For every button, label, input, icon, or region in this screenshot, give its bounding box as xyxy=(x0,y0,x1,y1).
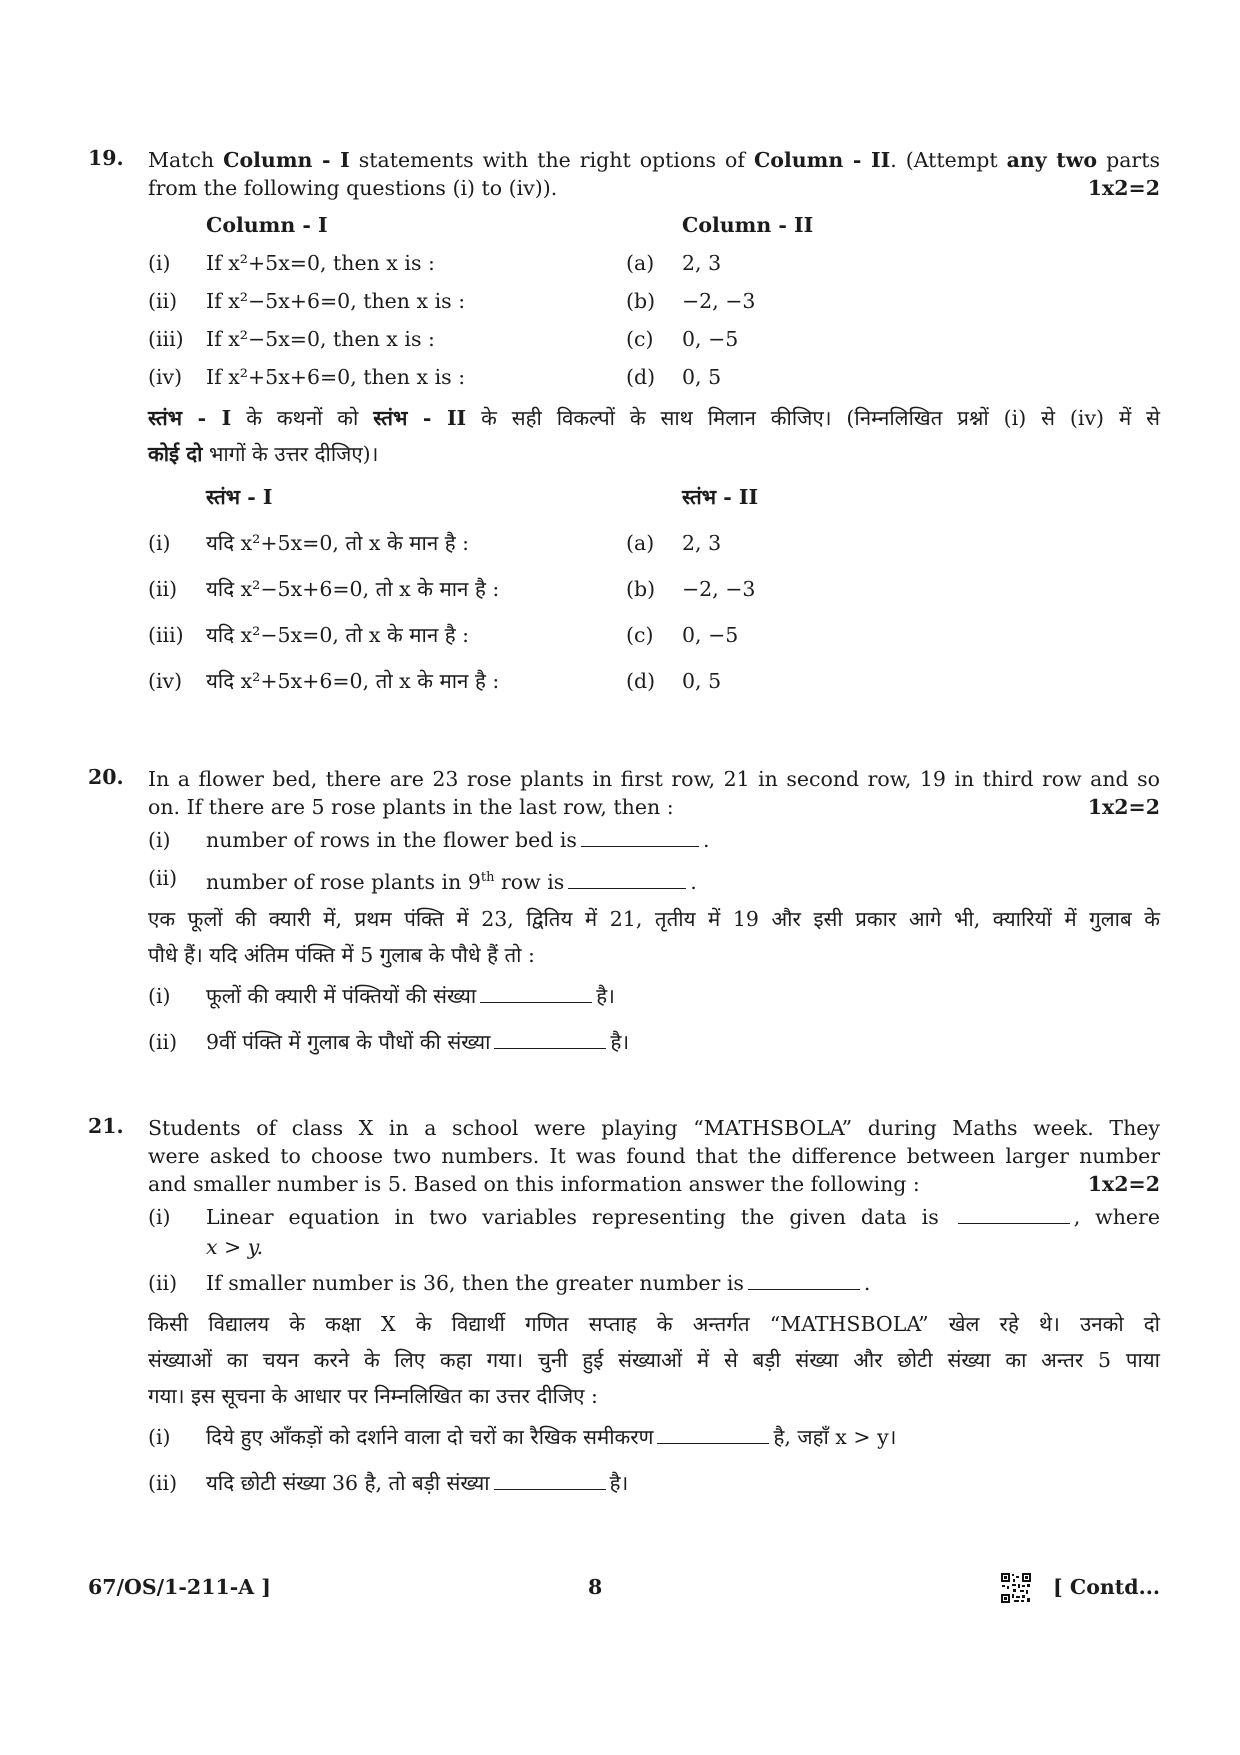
marks-label: 1x2=2 xyxy=(1087,176,1160,200)
hindi-question-text-line: किसी विद्यालय के कक्षा X के विद्यार्थी गणित सप्ताह के अन्तर्गत “MATHSBOLA” खेल रहे थे। उनको दो xyxy=(148,1312,1160,1336)
page-number: 8 xyxy=(588,1575,603,1599)
hindi-question-text-line: संख्याओं का चयन करने के लिए कहा गया। चुनी हुई संख्याओं में से बड़ी संख्या और छोटी संख्या का अन्तर 5 पाया xyxy=(148,1348,1160,1372)
answer-blank[interactable] xyxy=(581,828,699,847)
question-text-line: Students of class X in a school were playing “MATHSBOLA” during Maths week. They xyxy=(148,1116,1160,1140)
match-statement: यदि x²+5x=0, तो x के मान है : xyxy=(206,531,470,555)
column-2-header: Column - II xyxy=(682,213,814,237)
continued-label: [ Contd... xyxy=(1053,1575,1160,1599)
hindi-column-1-header: स्तंभ - I xyxy=(206,485,273,509)
column-1-header: Column - I xyxy=(206,213,328,237)
hindi-question-text-line: स्तंभ - I के कथनों को स्तंभ - II के सही विकल्पों के साथ मिलान कीजिए। (निम्नलिखित प्रश्नों (i) से (iv) में से xyxy=(148,406,1160,430)
question-body xyxy=(148,146,1160,704)
match-option: 0, 5 xyxy=(682,669,722,693)
hindi-match-row: (iii) यदि x²−5x=0, तो x के मान है : (c) 0, −5 xyxy=(148,612,1160,658)
question-body xyxy=(148,765,1160,1065)
match-option: 2, 3 xyxy=(682,531,722,555)
answer-blank[interactable] xyxy=(958,1205,1070,1224)
hindi-sub-question: (ii) 9वीं पंक्ति में गुलाब के पौधों की संख्या है। xyxy=(148,1030,630,1054)
answer-blank[interactable] xyxy=(748,1271,860,1290)
answer-blank[interactable] xyxy=(480,984,592,1003)
hindi-sub-question: (i) फूलों की क्यारी में पंक्तियों की संख्या है। xyxy=(148,984,615,1008)
match-statement: यदि x²−5x=0, तो x के मान है : xyxy=(206,623,470,647)
match-row: (i) If x²+5x=0, then x is : (a) 2, 3 xyxy=(148,244,1160,282)
sub-question-continued: x > y. xyxy=(206,1235,264,1259)
question-text-line: and smaller number is 5. Based on this information answer the following : 1x2=2 xyxy=(148,1172,1160,1196)
hindi-sub-question: (i) दिये हुए आँकड़ों को दर्शाने वाला दो चरों का रैखिक समीकरण है, जहाँ x > y। xyxy=(148,1425,897,1449)
answer-blank[interactable] xyxy=(657,1425,769,1444)
match-option: −2, −3 xyxy=(682,577,756,601)
match-statement: If x²+5x=0, then x is : xyxy=(206,251,435,275)
question-number: 19. xyxy=(88,146,124,170)
match-row: (iii) If x²−5x=0, then x is : (c) 0, −5 xyxy=(148,320,1160,358)
match-row: (iv) If x²+5x+6=0, then x is : (d) 0, 5 xyxy=(148,358,1160,396)
question-text-line: from the following questions (i) to (iv)). 1x2=2 xyxy=(148,176,1160,200)
qr-code-icon xyxy=(1000,1572,1032,1604)
sub-question: (i) Linear equation in two variables representing the given data is , where xyxy=(148,1205,1160,1229)
hindi-question-text-line: कोई दो भागों के उत्तर दीजिए)। xyxy=(148,442,379,466)
question-text-line: were asked to choose two numbers. It was found that the difference between larger number xyxy=(148,1144,1160,1168)
question-text-line: In a flower bed, there are 23 rose plants in first row, 21 in second row, 19 in third row and so xyxy=(148,767,1160,791)
match-statement: If x²+5x+6=0, then x is : xyxy=(206,365,466,389)
hindi-question-text-line: गया। इस सूचना के आधार पर निम्नलिखित का उत्तर दीजिए : xyxy=(148,1384,598,1408)
marks-label: 1x2=2 xyxy=(1087,1172,1160,1196)
match-option: 0, −5 xyxy=(682,327,739,351)
hindi-column-headers xyxy=(148,474,1160,520)
marks-label: 1x2=2 xyxy=(1087,795,1160,819)
question-number: 20. xyxy=(88,765,124,789)
hindi-column-2-header: स्तंभ - II xyxy=(682,485,759,509)
hindi-question-text-line: एक फूलों की क्यारी में, प्रथम पंक्ति में 23, द्वितिय में 21, तृतीय में 19 और इसी प्रकार आगे भी, क्यारियों में गुलाब के xyxy=(148,907,1160,931)
paper-code: 67/OS/1-211-A ] xyxy=(88,1575,271,1599)
sub-question: (ii) If smaller number is 36, then the greater number is . xyxy=(148,1271,871,1295)
column-headers xyxy=(148,206,1160,244)
match-statement: यदि x²−5x+6=0, तो x के मान है : xyxy=(206,577,500,601)
hindi-match-row: (i) यदि x²+5x=0, तो x के मान है : (a) 2, 3 xyxy=(148,520,1160,566)
sub-question: (ii) number of rose plants in 9th row is . xyxy=(148,866,697,894)
question-text-line: Match Column - I statements with the right options of Column - II. (Attempt any two parts xyxy=(148,148,1160,172)
hindi-match-row: (iv) यदि x²+5x+6=0, तो x के मान है : (d) 0, 5 xyxy=(148,658,1160,704)
match-statement: If x²−5x+6=0, then x is : xyxy=(206,289,466,313)
question-body xyxy=(148,1114,1160,1506)
match-statement: यदि x²+5x+6=0, तो x के मान है : xyxy=(206,669,500,693)
question-text-line: on. If there are 5 rose plants in the last row, then : 1x2=2 xyxy=(148,795,1160,819)
question-number: 21. xyxy=(88,1114,124,1138)
match-row: (ii) If x²−5x+6=0, then x is : (b) −2, −3 xyxy=(148,282,1160,320)
hindi-question-text-line: पौधे हैं। यदि अंतिम पंक्ति में 5 गुलाब के पौधे हैं तो : xyxy=(148,943,535,967)
match-statement: If x²−5x=0, then x is : xyxy=(206,327,435,351)
answer-blank[interactable] xyxy=(494,1471,606,1490)
match-option: 0, −5 xyxy=(682,623,739,647)
match-option: 2, 3 xyxy=(682,251,722,275)
sub-question: (i) number of rows in the flower bed is . xyxy=(148,828,710,852)
hindi-match-row: (ii) यदि x²−5x+6=0, तो x के मान है : (b) −2, −3 xyxy=(148,566,1160,612)
match-option: 0, 5 xyxy=(682,365,722,389)
match-option: −2, −3 xyxy=(682,289,756,313)
answer-blank[interactable] xyxy=(568,870,686,889)
answer-blank[interactable] xyxy=(494,1030,606,1049)
hindi-sub-question: (ii) यदि छोटी संख्या 36 है, तो बड़ी संख्या है। xyxy=(148,1471,629,1495)
